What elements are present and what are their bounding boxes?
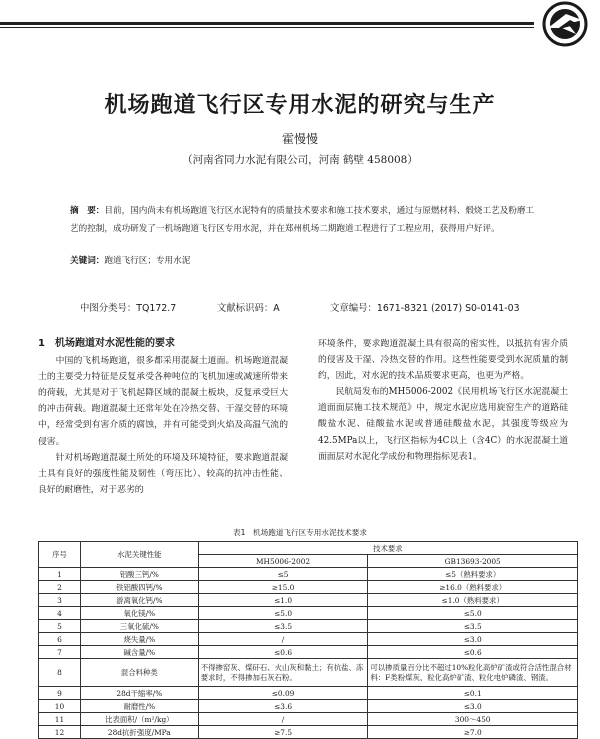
- table-row: [39, 633, 578, 646]
- cell-item: 游离氧化钙/%: [80, 594, 198, 607]
- cell-no: 3: [39, 594, 81, 607]
- table-row: [39, 687, 578, 700]
- cell-no: 7: [39, 646, 81, 659]
- cell-mh: 不得掺窑灰、煤矸石、火山灰和黏土；有抗盐、冻要求时，不得掺加石灰石粉。: [198, 659, 368, 687]
- cell-item: 氧化镁/%: [80, 607, 198, 620]
- table-row: [39, 607, 578, 620]
- abstract: [70, 202, 540, 238]
- header-item: 水泥关键性能: [80, 542, 198, 568]
- cell-gb: ≤0.1: [368, 687, 578, 700]
- cell-no: 5: [39, 620, 81, 633]
- cell-no: 12: [39, 726, 81, 739]
- cell-gb: 300～450: [368, 713, 578, 726]
- cell-gb: ≥7.0: [368, 726, 578, 739]
- cell-mh: ≤5.0: [198, 607, 368, 620]
- cell-gb: ≤1.0（熟料要求）: [368, 594, 578, 607]
- cell-no: 4: [39, 607, 81, 620]
- cell-item: 碱含量/%: [80, 646, 198, 659]
- cell-gb: ≤5.0: [368, 607, 578, 620]
- header-rule: [0, 22, 534, 28]
- abstract-text: 目前，国内尚未有机场跑道飞行区水泥特有的质量技术要求和施工技术要求，通过与原燃材料、煅烧工艺及粉磨工艺的控制，成功研发了一机场跑道飞行区专用水泥，并在郑州机场二期跑道工程进行了工程应用，获得用户好评。: [70, 206, 535, 234]
- header-standard-mh: MH5006-2002: [198, 555, 368, 568]
- table-row: [39, 659, 578, 687]
- section-heading: 1 机场跑道对水泥性能的要求: [38, 338, 175, 349]
- keywords-label: 关键词：: [70, 256, 105, 266]
- cell-no: 6: [39, 633, 81, 646]
- paragraph: 环境条件，要求跑道混凝土具有很高的密实性，以抵抗有害介质的侵害及干湿、冷热交替的作用。这些性能要受到水泥质量的制约，因此，对水泥的技术品质要求更高，也更为严格。: [318, 339, 568, 382]
- cell-item: 比表面积/（m²/kg）: [80, 713, 198, 726]
- cell-item: 烧失量/%: [80, 633, 198, 646]
- table-row: [39, 700, 578, 713]
- cell-item: 耐磨性/%: [80, 700, 198, 713]
- journal-emblem-icon: [536, 0, 594, 48]
- cell-no: 8: [39, 659, 81, 687]
- article-number: 文章编号：1671-8321 (2017) S0-0141-03: [330, 303, 520, 314]
- requirements-table: [38, 541, 578, 739]
- cell-item: 28d抗折强度/MPa: [80, 726, 198, 739]
- keywords-text: 跑道飞行区；专用水泥: [104, 256, 191, 266]
- paragraph: 民航局发布的MH5006-2002《民用机场飞行区水泥混凝土道面面层施工技术规范》中，规定水泥应选用旋窑生产的道路硅酸盐水泥、硅酸盐水泥或普通硅酸盐水泥，其强度等级应为42.5MPa以上，飞行区指标为4C以上（含4C）的水泥混凝土道面面层对水泥化学成份和物理指标见表1。: [318, 387, 568, 462]
- table-row: [39, 726, 578, 739]
- cell-gb: ≥16.0（熟料要求）: [368, 581, 578, 594]
- header-requirements: 技术要求: [198, 542, 577, 555]
- table-row: [39, 594, 578, 607]
- table-row: [39, 646, 578, 659]
- cell-mh: /: [198, 633, 368, 646]
- cell-item: 混合料种类: [80, 659, 198, 687]
- cell-no: 2: [39, 581, 81, 594]
- article-title: 机场跑道飞行区专用水泥的研究与生产: [104, 93, 496, 118]
- abstract-label: 摘 要：: [70, 206, 105, 216]
- cell-mh: /: [198, 713, 368, 726]
- cell-no: 10: [39, 700, 81, 713]
- cell-mh: ≤5: [198, 568, 368, 581]
- cell-gb: ≤3.0: [368, 633, 578, 646]
- cell-mh: ≤3.5: [198, 620, 368, 633]
- cell-mh: ≤3.6: [198, 700, 368, 713]
- cell-mh: ≥7.5: [198, 726, 368, 739]
- cell-gb: ≤0.6: [368, 646, 578, 659]
- cell-item: 铁铝酸四钙/%: [80, 581, 198, 594]
- body-column-right: [318, 336, 568, 465]
- affiliation: （河南省同力水泥有限公司，河南 鹤壁 458008）: [182, 154, 418, 166]
- body-column-left: [38, 336, 288, 498]
- cell-gb: 可以掺质量百分比不超过10%粒化高炉矿渣或符合活性混合材料：F类粉煤灰、粒化高炉矿渣、粒化电炉磷渣、钢渣。: [368, 659, 578, 687]
- cell-no: 11: [39, 713, 81, 726]
- cell-item: 铝酸三钙/%: [80, 568, 198, 581]
- table-caption: 表1 机场跑道飞行区专用水泥技术要求: [233, 528, 367, 537]
- author: 霍慢慢: [281, 132, 318, 146]
- table-row: [39, 620, 578, 633]
- table-row: [39, 581, 578, 594]
- document-code: 文献标识码：A: [217, 303, 280, 314]
- cell-mh: ≥15.0: [198, 581, 368, 594]
- cell-no: 9: [39, 687, 81, 700]
- cell-gb: ≤5（熟料要求）: [368, 568, 578, 581]
- table-row: [39, 713, 578, 726]
- header-standard-gb: GB13693-2005: [368, 555, 578, 568]
- paragraph: 中国的飞机场跑道，很多都采用混凝土道面。机场跑道混凝土的主要受力特征是反复承受各种吨位的飞机加速或减速所带来的荷载，尤其是对于飞机起降区域的混凝土板块，反复承受巨大的冲击荷载。跑道混凝土还常年处在冷热交替、干湿交替的环境中，经常受到有害介质的腐蚀，并有可能受到火焰及高温气流的侵害。: [38, 356, 288, 447]
- paragraph: 针对机场跑道混凝土所处的环境及环境特征，要求跑道混凝土具有良好的强度性能及韧性（弯压比）、较高的抗冲击性能、良好的耐磨性，对于恶劣的: [38, 452, 288, 495]
- table-row: [39, 568, 578, 581]
- cell-mh: ≤0.6: [198, 646, 368, 659]
- cell-mh: ≤1.0: [198, 594, 368, 607]
- journal-header: [0, 0, 600, 50]
- header-no: 序号: [39, 542, 81, 568]
- clc-number: 中图分类号：TQ172.7: [80, 303, 177, 314]
- cell-item: 三氧化硫/%: [80, 620, 198, 633]
- cell-gb: ≤3.0: [368, 700, 578, 713]
- cell-no: 1: [39, 568, 81, 581]
- keywords: [70, 254, 540, 266]
- cell-mh: ≤0.09: [198, 687, 368, 700]
- cell-gb: ≤3.5: [368, 620, 578, 633]
- cell-item: 28d干缩率/%: [80, 687, 198, 700]
